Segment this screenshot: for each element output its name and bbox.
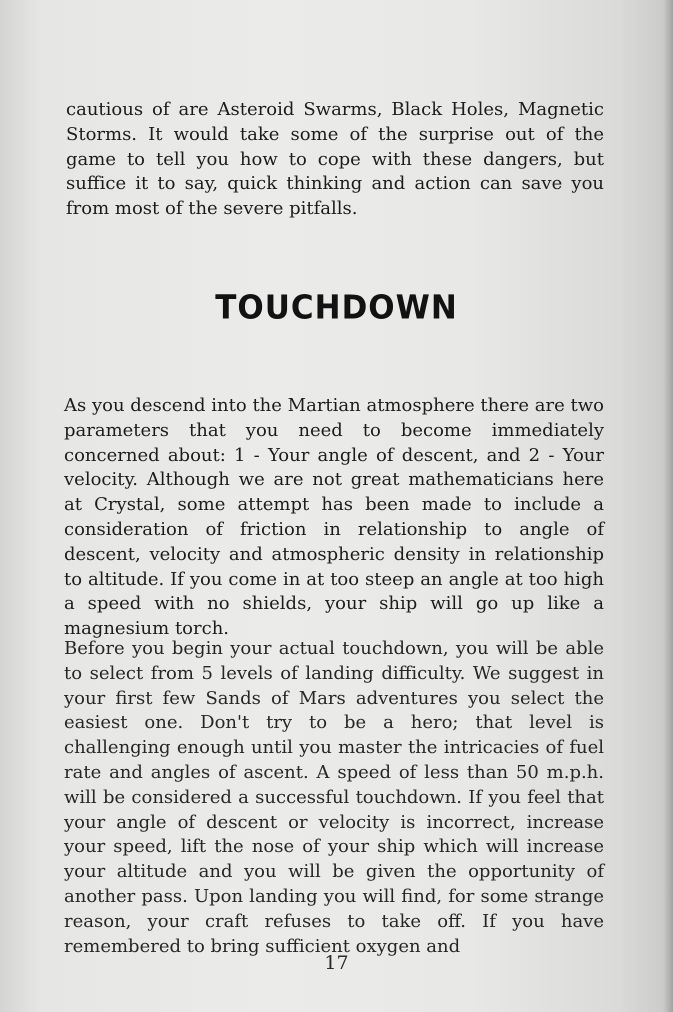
- body-paragraph-descent: As you descend into the Martian atmosphere there are two parameters that you need to become immediately concerned about: 1 - Your angle of descent, and 2 - Your velocity. Although we are not great mathematicians here at Crystal, some attempt has been made to include a consideration of friction in relationship to angle of descent, velocity and atmospheric density in relationship to altitude. If you come in at too steep an angle at too high a speed with no shields, your ship will go up like a magnesium torch.: [64, 395, 604, 640]
- page-number: 17: [324, 952, 349, 974]
- body-paragraph-touchdown: Before you begin your actual touchdown, you will be able to select from 5 levels of landing difficulty. We suggest in your first few Sands of Mars adventures you select the easiest one. Don't try to be a hero; that level is challenging enough until you master the intricacies of fuel rate and angles of ascent. A speed of less than 50 m.p.h. will be considered a successful touchdown. If you feel that your angle of descent or velocity is incorrect, increase your speed, lift the nose of your ship which will increase your altitude and you will be given the opportunity of another pass. Upon landing you will find, for some strange reason, your craft refuses to take off. If you have remembered to bring sufficient oxygen and: [64, 638, 604, 957]
- section-heading: TOUCHDOWN: [215, 289, 458, 327]
- intro-paragraph: cautious of are Asteroid Swarms, Black Holes, Magnetic Storms. It would take some of the surprise out of the game to tell you how to cope with these dangers, but suffice it to say, quick thinking and action can save you from most of the severe pitfalls.: [66, 99, 604, 220]
- page-edge-shadow: [663, 0, 673, 1012]
